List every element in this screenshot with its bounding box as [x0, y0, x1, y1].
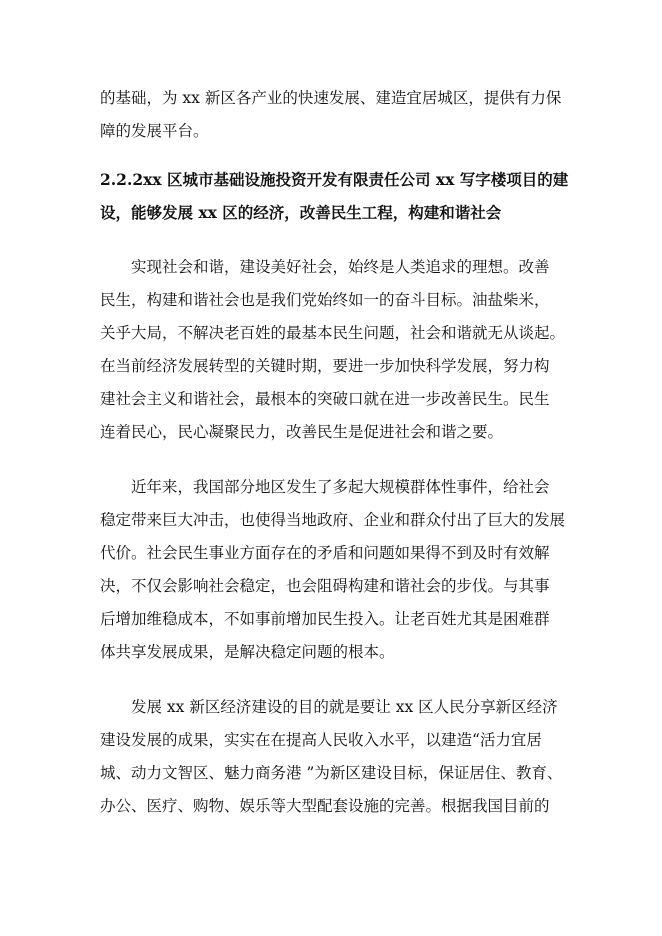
paragraph — [100, 691, 570, 823]
text-line: 建社会主义和谐社会，最根本的突破口就在进一步改善民生。民生 — [100, 390, 550, 408]
text-line: 发展 xx 新区经济建设的目的就是要让 xx 区人民分享新区经济 — [131, 698, 558, 716]
text-line: 民生，构建和谐社会也是我们党始终如一的奋斗目标。油盐柴米， — [100, 291, 550, 309]
text-line: 障的发展平台。 — [100, 122, 209, 140]
section-heading — [100, 163, 570, 229]
text-line: 代价。社会民生事业方面存在的矛盾和问题如果得不到及时有效解 — [100, 544, 550, 562]
text-line: 在当前经济发展转型的关键时期，要进一步加快科学发展，努力构 — [100, 357, 550, 375]
text-line: 连着民心，民心凝聚民力，改善民生是促进社会和谐之要。 — [100, 423, 504, 441]
text-line: 城、动力文智区、魅力商务港 ”为新区建设目标，保证居住、教育、 — [100, 764, 563, 782]
paragraph-continuation — [100, 82, 570, 148]
text-line: 决，不仅会影响社会稳定，也会阻碍构建和谐社会的步伐。与其事 — [100, 577, 550, 595]
text-line: 办公、医疗、购物、娱乐等大型配套设施的完善。根据我国目前的 — [100, 797, 550, 815]
text-line: 后增加维稳成本，不如事前增加民生投入。让老百姓尤其是困难群 — [100, 610, 550, 628]
text-line: 关乎大局，不解决老百姓的最基本民生问题，社会和谐就无从谈起。 — [100, 324, 566, 342]
text-line: 实现社会和谐，建设美好社会，始终是人类追求的理想。改善 — [131, 258, 550, 276]
text-line: 建设发展的成果，实实在在提高人民收入水平，以建造“活力宜居 — [100, 731, 542, 749]
paragraph — [100, 471, 570, 669]
text-line: 体共享发展成果，是解决稳定问题的根本。 — [100, 643, 395, 661]
heading-line: 设，能够发展 xx 区的经济，改善民生工程，构建和谐社会 — [100, 203, 502, 222]
text-line: 近年来，我国部分地区发生了多起大规模群体性事件，给社会 — [131, 478, 550, 496]
heading-line: 2.2.2xx 区城市基础设施投资开发有限责任公司 xx 写字楼项目的建 — [100, 170, 569, 189]
paragraph — [100, 251, 570, 449]
text-line: 的基础，为 xx 新区各产业的快速发展、建造宜居城区，提供有力保 — [100, 89, 562, 107]
text-line: 稳定带来巨大冲击，也使得当地政府、企业和群众付出了巨大的发展 — [100, 511, 566, 529]
